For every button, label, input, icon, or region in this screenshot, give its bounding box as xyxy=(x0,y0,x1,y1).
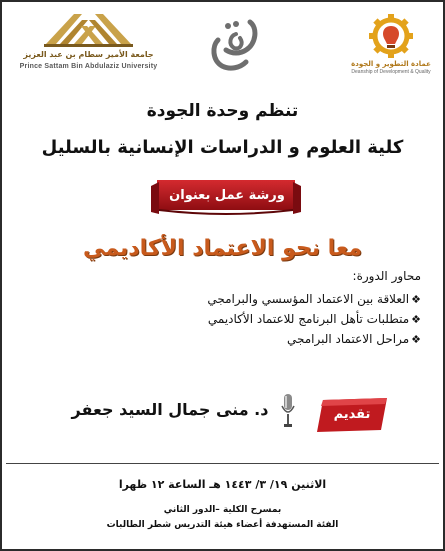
list-item xyxy=(207,329,421,349)
university-emblem-icon xyxy=(16,6,161,50)
footer-divider xyxy=(6,463,439,464)
event-date: الاثنين ١٩/ ٣/ ١٤٤٣ هـ الساعة ١٢ ظهرا xyxy=(118,478,327,491)
deanship-logo xyxy=(351,14,431,84)
college-line: كلية العلوم و الدراسات الإنسانية بالسليل xyxy=(41,137,404,158)
deanship-name-ar: عمادة التطوير و الجودة xyxy=(351,60,431,68)
presenter-name: د. منى جمال السيد جعفر xyxy=(71,400,269,419)
axis-item-text: العلاقة بين الاعتماد المؤسسي والبرامجي xyxy=(207,292,410,306)
event-venue: بمسرح الكلية –الدور الثاني xyxy=(163,505,282,515)
microphone-icon xyxy=(281,394,295,430)
university-name-ar: جامعة الأمير سطام بن عبد العزيز xyxy=(23,50,154,59)
organizer-line: تنظم وحدة الجودة xyxy=(146,101,299,121)
university-logo xyxy=(16,6,161,84)
target-audience: الفئة المستهدفة أعضاء هيئة التدريس شطر الطالبات xyxy=(106,520,339,530)
bullet-icon: ❖ xyxy=(411,313,421,326)
list-item xyxy=(207,309,421,329)
bullet-icon: ❖ xyxy=(411,333,421,346)
dawa-logo xyxy=(206,14,262,76)
workshop-title: معا نحو الاعتماد الأكاديمي xyxy=(83,236,362,261)
bullet-icon: ❖ xyxy=(411,293,421,306)
gear-bulb-icon xyxy=(351,14,431,60)
list-item xyxy=(207,289,421,309)
deanship-name-en: Deanship of Development & Quality xyxy=(351,69,431,75)
university-name-en: Prince Sattam Bin Abdulaziz University xyxy=(19,63,158,70)
axis-item-text: مراحل الاعتماد البرامجي xyxy=(286,332,410,346)
frame-border-left xyxy=(0,0,2,551)
axes-list xyxy=(207,289,421,349)
dawa-calligraphy-icon xyxy=(206,14,262,76)
presenter-label: تقديم xyxy=(333,407,371,422)
axis-item-text: متطلبات تأهل البرنامج للاعتماد الأكاديمي xyxy=(207,312,410,326)
axes-heading: محاور الدورة: xyxy=(352,269,421,283)
frame-border-top xyxy=(0,0,445,2)
workshop-label: ورشة عمل بعنوان xyxy=(169,188,285,203)
